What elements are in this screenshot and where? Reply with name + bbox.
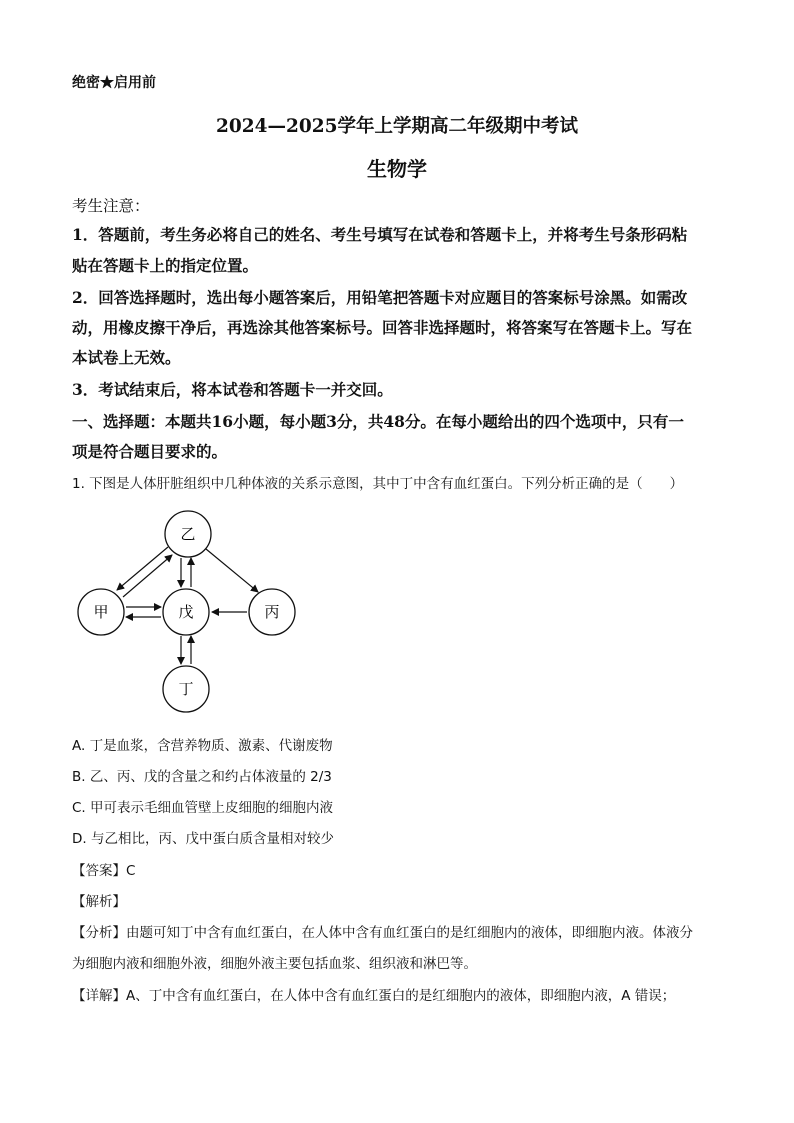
fenxi-line-2: 为细胞内液和细胞外液，细胞外液主要包括血浆、组织液和淋巴等。 (72, 956, 477, 972)
option-d: D. 与乙相比，丙、戊中蛋白质含量相对较少 (72, 831, 334, 847)
notice-item-1-line-2: 贴在答题卡上的指定位置。 (72, 256, 259, 275)
node-jia-label: 甲 (93, 603, 109, 621)
secret-mark: 绝密★启用前 (72, 75, 156, 91)
node-wu-label: 戊 (178, 603, 194, 621)
node-ding-label: 丁 (178, 680, 194, 698)
xiangjie-line: 【详解】A、丁中含有血红蛋白，在人体中含有血红蛋白的是红细胞内的液体，即细胞内液，A 错误； (72, 988, 676, 1004)
notice-item-1-line-1: 1．答题前，考生务必将自己的姓名、考生号填写在试卷和答题卡上，并将考生号条形码粘 (72, 225, 688, 244)
body-fluid-diagram (70, 505, 310, 720)
option-b: B. 乙、丙、戊的含量之和约占体液量的 2/3 (72, 769, 332, 785)
notice-heading: 考生注意： (72, 197, 150, 215)
answer-line: 【答案】C (72, 863, 136, 879)
question-1-stem: 1. 下图是人体肝脏组织中几种体液的关系示意图，其中丁中含有血红蛋白。下列分析正确的是（ ） (72, 476, 684, 492)
notice-item-3: 3．考试结束后，将本试卷和答题卡一并交回。 (72, 380, 393, 399)
notice-item-2-line-3: 本试卷上无效。 (72, 348, 181, 367)
arrow-yi-to-bing (206, 549, 258, 592)
exam-title: 2024—2025学年上学期高二年级期中考试 (216, 116, 578, 137)
node-bing-label: 丙 (264, 603, 280, 621)
notice-item-2-line-2: 动，用橡皮擦干净后，再选涂其他答案标号。回答非选择题时，将答案写在答题卡上。写在 (72, 318, 693, 337)
option-c: C. 甲可表示毛细血管壁上皮细胞的细胞内液 (72, 800, 334, 816)
section-1-line-2: 项是符合题目要求的。 (72, 442, 228, 461)
arrow-yi-to-jia (117, 547, 168, 590)
arrow-jia-to-yi (123, 555, 172, 597)
node-yi-label: 乙 (180, 525, 196, 543)
subject-title: 生物学 (367, 157, 427, 181)
option-a: A. 丁是血浆，含营养物质、激素、代谢废物 (72, 738, 333, 754)
analysis-label: 【解析】 (72, 894, 126, 910)
notice-item-2-line-1: 2．回答选择题时，选出每小题答案后，用铅笔把答题卡对应题目的答案标号涂黑。如需改 (72, 288, 688, 307)
section-1-line-1: 一、选择题：本题共16小题，每小题3分，共48分。在每小题给出的四个选项中，只有一 (72, 412, 684, 431)
fenxi-line-1: 【分析】由题可知丁中含有血红蛋白，在人体中含有血红蛋白的是红细胞内的液体，即细胞内液。体液分 (72, 925, 693, 941)
